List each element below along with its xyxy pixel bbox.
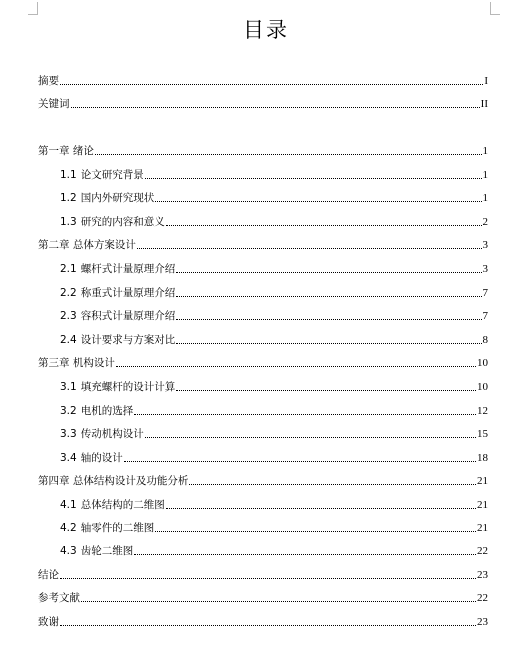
toc-dot-leader	[71, 107, 480, 108]
toc-entry-section[interactable]	[60, 213, 488, 229]
toc-page-number: 7	[482, 287, 488, 299]
toc-section-title: 传动机构设计	[80, 428, 144, 440]
toc-section-title: 总体结构的二维图	[80, 499, 165, 511]
toc-dot-leader	[176, 390, 476, 391]
toc-section-number: 2.3	[60, 310, 77, 322]
toc-section-title: 填充螺杆的设计计算	[80, 381, 176, 393]
toc-dot-leader	[166, 508, 476, 509]
toc-page-number: 3	[482, 263, 488, 275]
toc-section-title: 论文研究背景	[80, 169, 144, 181]
toc-entry-label	[60, 192, 154, 205]
toc-page-number: 2	[482, 216, 488, 228]
toc-section-title: 轴零件的二维图	[80, 522, 155, 534]
toc-dot-leader	[155, 201, 481, 202]
toc-entry-chapter[interactable]	[38, 142, 488, 158]
toc-dot-leader	[189, 484, 476, 485]
toc-entry-section[interactable]	[60, 449, 488, 465]
toc-entry-label: 关键词	[38, 98, 70, 110]
toc-section-title: 电机的选择	[80, 405, 134, 417]
toc-entry-section[interactable]	[60, 425, 488, 441]
toc-dot-leader	[137, 248, 482, 249]
toc-entry-label	[60, 545, 133, 558]
toc-entry-label: 第一章 绪论	[38, 145, 94, 157]
toc-entry-label	[60, 287, 175, 300]
toc-entry-label	[60, 522, 154, 535]
toc-dot-leader	[176, 296, 481, 297]
toc-dot-leader	[134, 414, 476, 415]
toc-dot-leader	[176, 343, 481, 344]
toc-section-number: 1.1	[60, 169, 77, 181]
toc-entry-label: 致谢	[38, 616, 59, 628]
toc-dot-leader	[166, 225, 482, 226]
toc-title: 目录	[243, 18, 289, 42]
toc-section-number: 1.3	[60, 216, 77, 228]
toc-entry-section[interactable]	[60, 542, 488, 558]
toc-dot-leader	[134, 554, 476, 555]
toc-entry-section[interactable]	[60, 402, 488, 418]
toc-section-title: 研究的内容和意义	[80, 216, 165, 228]
toc-entry-label	[60, 381, 175, 394]
toc-entry-section[interactable]	[60, 331, 488, 347]
toc-page-number: 21	[477, 499, 488, 511]
toc-entry-label	[60, 405, 133, 418]
toc-dot-leader	[155, 531, 476, 532]
toc-section-number: 1.2	[60, 192, 77, 204]
toc-entry-chapter[interactable]	[38, 472, 488, 488]
toc-page-number: 10	[477, 381, 488, 393]
toc-entry-references[interactable]	[38, 589, 488, 605]
toc-section-number: 2.2	[60, 287, 77, 299]
toc-entry-label	[60, 499, 165, 512]
toc-page-number: 1	[482, 145, 488, 157]
toc-entry-section[interactable]	[60, 284, 488, 300]
toc-dot-leader	[60, 625, 476, 626]
toc-entry-section[interactable]	[60, 189, 488, 205]
toc-page-number: 1	[482, 192, 488, 204]
toc-section-number: 3.2	[60, 405, 77, 417]
toc-section-title: 国内外研究现状	[80, 192, 155, 204]
toc-dot-leader	[95, 154, 482, 155]
toc-entry-conclusion[interactable]	[38, 566, 488, 582]
toc-entry-chapter[interactable]	[38, 236, 488, 252]
toc-entry-label: 摘要	[38, 75, 59, 87]
toc-entry-abstract[interactable]	[38, 72, 488, 88]
toc-page-number: 23	[477, 616, 488, 628]
toc-section-number: 3.3	[60, 428, 77, 440]
toc-page-number: 18	[477, 452, 488, 464]
toc-section-number: 2.1	[60, 263, 77, 275]
toc-section-number: 4.2	[60, 522, 77, 534]
toc-entry-label	[60, 216, 165, 229]
toc-page-number: 22	[477, 545, 488, 557]
toc-entry-section[interactable]	[60, 307, 488, 323]
toc-page-number: 15	[477, 428, 488, 440]
toc-entry-section[interactable]	[60, 260, 488, 276]
toc-section-number: 3.1	[60, 381, 77, 393]
toc-page-number: I	[484, 75, 488, 87]
toc-dot-leader	[60, 578, 476, 579]
toc-entry-section[interactable]	[60, 496, 488, 512]
toc-entry-label	[60, 310, 175, 323]
toc-section-title: 轴的设计	[80, 452, 123, 464]
toc-section-number: 2.4	[60, 334, 77, 346]
toc-section-title: 容积式计量原理介绍	[80, 310, 176, 322]
toc-dot-leader	[124, 461, 476, 462]
toc-dot-leader	[116, 366, 476, 367]
toc-entry-label: 第二章 总体方案设计	[38, 239, 136, 251]
toc-dot-leader	[145, 178, 482, 179]
toc-dot-leader	[176, 319, 481, 320]
toc-page-number: 1	[482, 169, 488, 181]
toc-dot-leader	[145, 437, 476, 438]
toc-page-number: 21	[477, 522, 488, 534]
toc-page-number: 23	[477, 569, 488, 581]
toc-entry-chapter[interactable]	[38, 354, 488, 370]
toc-entry-label: 第三章 机构设计	[38, 357, 115, 369]
toc-entry-section[interactable]	[60, 166, 488, 182]
toc-section-number: 4.1	[60, 499, 77, 511]
toc-page-number: 7	[482, 310, 488, 322]
toc-entry-section[interactable]	[60, 378, 488, 394]
toc-section-title: 称重式计量原理介绍	[80, 287, 176, 299]
toc-page-number: 22	[477, 592, 488, 604]
toc-page-number: 21	[477, 475, 488, 487]
toc-section-number: 3.4	[60, 452, 77, 464]
toc-section-title: 螺杆式计量原理介绍	[80, 263, 176, 275]
toc-entry-acknowledgements[interactable]	[38, 613, 488, 629]
toc-entry-label	[60, 428, 144, 441]
toc-section-title: 齿轮二维图	[80, 545, 134, 557]
toc-entry-label: 第四章 总体结构设计及功能分析	[38, 475, 189, 487]
toc-dot-leader	[176, 272, 481, 273]
toc-page-number: 8	[482, 334, 488, 346]
toc-entry-section[interactable]	[60, 519, 488, 535]
toc-entry-label	[60, 334, 175, 347]
toc-page-number: 3	[482, 239, 488, 251]
toc-entry-label	[60, 169, 144, 182]
toc-page-number: 10	[477, 357, 488, 369]
toc-entry-label	[60, 263, 175, 276]
toc-dot-leader	[81, 601, 476, 602]
toc-section-number: 4.3	[60, 545, 77, 557]
toc-entry-keywords[interactable]	[38, 95, 488, 111]
toc-dot-leader	[60, 84, 483, 85]
toc-entry-label: 参考文献	[38, 592, 80, 604]
toc-entry-label	[60, 452, 123, 465]
toc-entry-label: 结论	[38, 569, 59, 581]
toc-page-number: 12	[477, 405, 488, 417]
toc-section-title: 设计要求与方案对比	[80, 334, 176, 346]
toc-page-number: II	[480, 98, 488, 110]
